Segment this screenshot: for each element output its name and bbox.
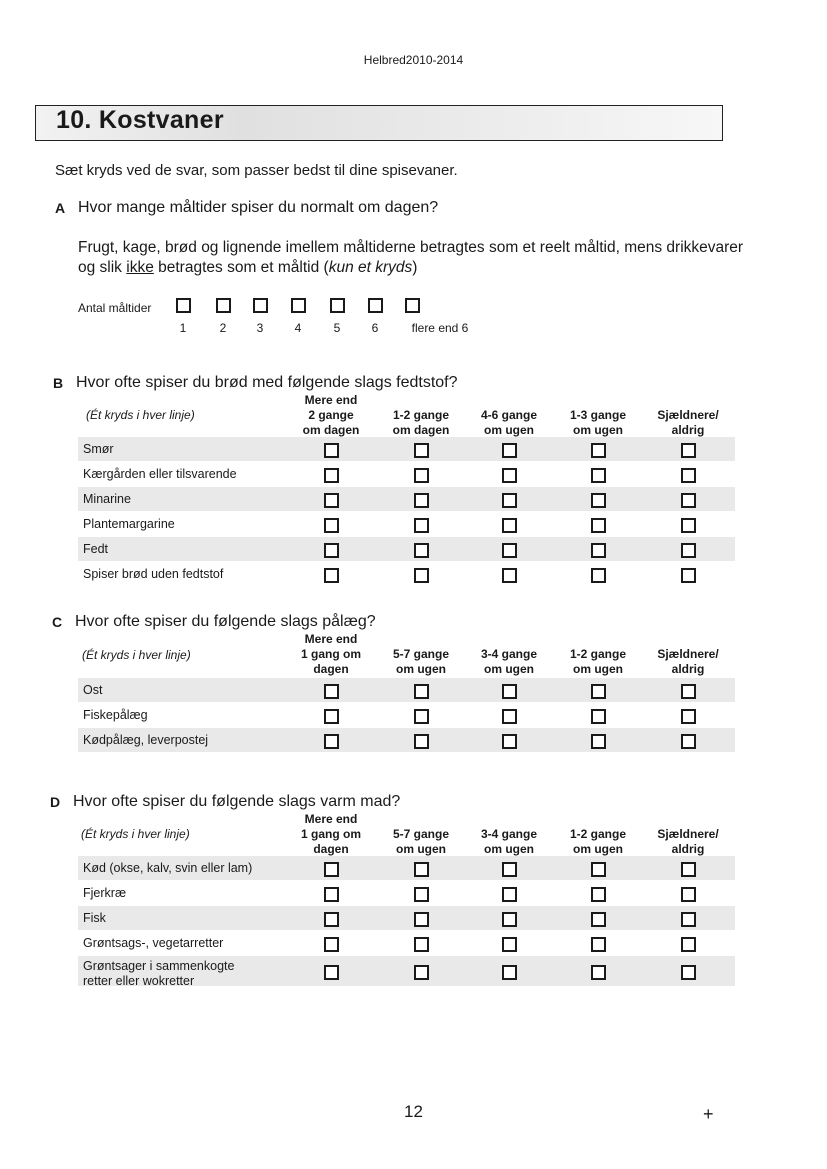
question-b-checkbox[interactable] [502,518,517,533]
question-c-checkbox[interactable] [681,684,696,699]
question-d-hint: (Ét kryds i hver linje) [81,827,190,841]
meals-option-label: 1 [179,321,187,335]
column-header-line: om ugen [484,423,534,437]
question-c-checkbox[interactable] [681,734,696,749]
question-d-checkbox[interactable] [324,862,339,877]
question-d-checkbox[interactable] [681,862,696,877]
column-header-line: om ugen [573,423,623,437]
question-c-row-label: Kødpålæg, leverpostej [83,733,209,747]
question-c-checkbox[interactable] [414,734,429,749]
row-band [78,487,735,511]
meals-option-label: 6 [371,321,379,335]
column-header-line: 1 gang om [300,647,361,661]
question-b-checkbox[interactable] [502,568,517,583]
question-b-checkbox[interactable] [502,443,517,458]
question-d-row-label [83,936,223,951]
question-b-letter: B [53,375,64,391]
question-b-row-label: Minarine [83,492,131,506]
column-header-line: 1-3 gange [569,408,626,422]
column-header-line [633,812,743,827]
question-b-checkbox[interactable] [324,493,339,508]
question-d-checkbox[interactable] [324,912,339,927]
column-header-line: 3-4 gange [480,827,537,841]
meals-option-label: 3 [256,321,264,335]
question-b-checkbox[interactable] [591,468,606,483]
question-b-checkbox[interactable] [324,443,339,458]
question-c-checkbox[interactable] [591,709,606,724]
column-header-line: om ugen [396,842,446,856]
question-d-checkbox[interactable] [502,965,517,980]
page-number: 12 [404,1102,423,1121]
question-a-letter: A [55,200,66,216]
question-d-checkbox[interactable] [414,912,429,927]
column-header-line: Mere end [304,812,358,826]
question-b-text: Hvor ofte spiser du brød med følgende slags fedtstof? [76,374,458,391]
question-b-checkbox[interactable] [681,443,696,458]
question-d-checkbox[interactable] [502,937,517,952]
column-header-line: 2 gange [308,408,354,422]
column-header-line [633,393,743,408]
question-d-row-label [83,959,234,989]
question-b-checkbox[interactable] [591,568,606,583]
column-header-line: aldrig [671,842,705,856]
question-b-row-label: Smør [83,442,114,456]
question-c-checkbox[interactable] [414,684,429,699]
meals-option-label: 4 [294,321,302,335]
question-d-checkbox[interactable] [502,862,517,877]
question-d-checkbox[interactable] [324,965,339,980]
question-b-checkbox[interactable] [414,443,429,458]
column-header-line: om dagen [302,423,360,437]
row-label-line: Grøntsager i sammenkogte [83,959,235,973]
question-d-checkbox[interactable] [414,862,429,877]
question-c-text: Hvor ofte spiser du følgende slags pålæg? [75,613,376,630]
question-b-row-label: Spiser brød uden fedtstof [83,567,224,581]
question-b-checkbox[interactable] [324,543,339,558]
column-header-line: om ugen [573,662,623,676]
question-b-checkbox[interactable] [502,493,517,508]
question-b-checkbox[interactable] [591,543,606,558]
column-header-line: 1 gang om [300,827,361,841]
column-header-line: dagen [313,662,349,676]
column-header-line: om ugen [573,842,623,856]
question-b-checkbox[interactable] [591,518,606,533]
question-c-checkbox[interactable] [591,684,606,699]
column-header-line: Sjældnere/ [657,827,719,841]
meals-option-label: 2 [219,321,227,335]
question-b-checkbox[interactable] [502,543,517,558]
question-b-checkbox[interactable] [324,468,339,483]
question-c-row-label: Ost [83,683,103,697]
column-header-line: Mere end [304,393,358,407]
meals-checkbox-2[interactable] [216,298,231,313]
question-c-checkbox[interactable] [502,734,517,749]
question-d-checkbox[interactable] [414,887,429,902]
intro-text: Sæt kryds ved de svar, som passer bedst til dine spisevaner. [55,162,458,179]
question-b-row-label: Kærgården eller tilsvarende [83,467,237,481]
column-header-line [633,632,743,647]
column-header-line: 3-4 gange [480,647,537,661]
question-a-instructions: Frugt, kage, brød og lignende imellem måltiderne betragtes som et reelt måltid, mens drikkevarer og slik ikke betragtes som et måltid (kun et kryds) [78,239,744,276]
column-header-line: om ugen [484,662,534,676]
row-label-line: Kød (okse, kalv, svin eller lam) [83,861,253,875]
document-code: Helbred2010-2014 [363,53,464,67]
question-d-checkbox[interactable] [591,862,606,877]
question-d-checkbox[interactable] [502,912,517,927]
meals-label: Antal måltider [78,301,152,315]
question-b-checkbox[interactable] [681,518,696,533]
meals-checkbox-7[interactable] [405,298,420,313]
question-b-checkbox[interactable] [681,568,696,583]
meals-option-label: 5 [333,321,341,335]
question-d-column-header [633,812,743,857]
row-label-line: Fisk [83,911,106,925]
question-b-checkbox[interactable] [414,543,429,558]
question-d-checkbox[interactable] [324,887,339,902]
question-c-row-label: Fiskepålæg [83,708,148,722]
question-d-row-label [83,911,106,926]
meals-checkbox-5[interactable] [330,298,345,313]
meals-checkbox-1[interactable] [176,298,191,313]
question-d-text: Hvor ofte spiser du følgende slags varm mad? [73,793,401,810]
column-header-line: om dagen [392,423,450,437]
question-c-checkbox[interactable] [502,684,517,699]
question-d-checkbox[interactable] [681,965,696,980]
section-title: 10. Kostvaner [56,106,224,134]
row-label-line: Grøntsags-, vegetarretter [83,936,224,950]
question-d-checkbox[interactable] [591,912,606,927]
question-b-checkbox[interactable] [414,468,429,483]
question-d-checkbox[interactable] [324,937,339,952]
column-header-line: 5-7 gange [392,827,449,841]
question-b-row-label: Fedt [83,542,109,556]
question-d-checkbox[interactable] [591,937,606,952]
question-c-checkbox[interactable] [324,684,339,699]
question-b-row-label: Plantemargarine [83,517,175,531]
question-b-checkbox[interactable] [591,443,606,458]
column-header-line: 1-2 gange [392,408,449,422]
meals-option-label: flere end 6 [411,321,469,335]
question-d-checkbox[interactable] [681,937,696,952]
question-c-checkbox[interactable] [502,709,517,724]
question-d-row-label [83,886,126,901]
question-c-letter: C [52,614,63,630]
question-d-checkbox[interactable] [591,887,606,902]
question-d-checkbox[interactable] [502,887,517,902]
meals-checkbox-4[interactable] [291,298,306,313]
column-header-line: om ugen [396,662,446,676]
question-b-checkbox[interactable] [681,468,696,483]
question-d-checkbox[interactable] [414,965,429,980]
column-header-line: dagen [313,842,349,856]
column-header-line: 4-6 gange [480,408,537,422]
question-b-checkbox[interactable] [681,493,696,508]
question-b-checkbox[interactable] [414,568,429,583]
question-b-checkbox[interactable] [324,568,339,583]
question-d-checkbox[interactable] [681,912,696,927]
column-header-line: Sjældnere/ [657,647,719,661]
row-label-line: retter eller wokretter [83,974,195,988]
row-label-line: Fjerkræ [83,886,127,900]
question-c-checkbox[interactable] [324,734,339,749]
question-b-checkbox[interactable] [591,493,606,508]
row-band [78,906,735,930]
column-header-line: om ugen [484,842,534,856]
question-b-column-header [633,393,743,438]
row-band [78,537,735,561]
question-c-checkbox[interactable] [591,734,606,749]
question-c-checkbox[interactable] [681,709,696,724]
row-band [78,437,735,461]
question-d-checkbox[interactable] [414,937,429,952]
plus-mark: + [703,1104,714,1124]
question-c-column-header [633,632,743,677]
question-d-row-label [83,861,252,876]
question-d-letter: D [50,794,61,810]
column-header-line: aldrig [671,662,705,676]
question-b-checkbox[interactable] [681,543,696,558]
question-b-checkbox[interactable] [414,518,429,533]
question-c-checkbox[interactable] [324,709,339,724]
column-header-line: 1-2 gange [569,647,626,661]
question-a-text: Hvor mange måltider spiser du normalt om dagen? [78,199,439,216]
question-b-checkbox[interactable] [502,468,517,483]
question-b-checkbox[interactable] [414,493,429,508]
column-header-line: Sjældnere/ [657,408,719,422]
question-c-checkbox[interactable] [414,709,429,724]
question-d-checkbox[interactable] [681,887,696,902]
row-band [78,678,735,702]
question-b-checkbox[interactable] [324,518,339,533]
question-c-hint: (Ét kryds i hver linje) [82,648,191,662]
column-header-line: 5-7 gange [392,647,449,661]
column-header-line: 1-2 gange [569,827,626,841]
meals-checkbox-6[interactable] [368,298,383,313]
column-header-line: Mere end [304,632,358,646]
column-header-line: aldrig [671,423,705,437]
question-b-hint: (Ét kryds i hver linje) [86,408,195,422]
meals-checkbox-3[interactable] [253,298,268,313]
question-d-checkbox[interactable] [591,965,606,980]
